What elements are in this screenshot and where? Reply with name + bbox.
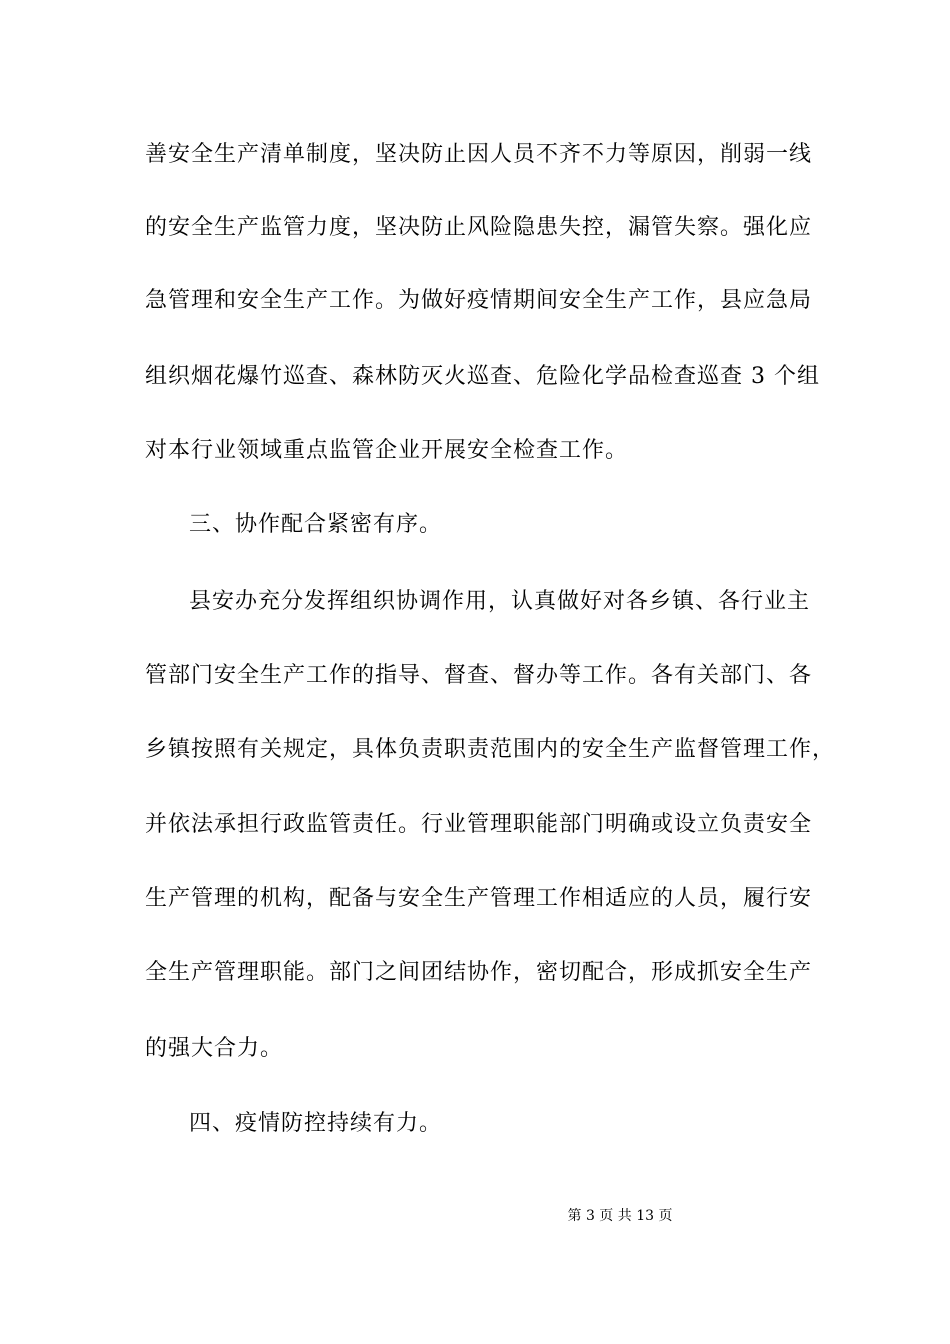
body-text-line: 全生产管理职能。部门之间团结协作，密切配合，形成抓安全生产 <box>145 960 813 985</box>
body-text-line: 管部门安全生产工作的指导、督查、督办等工作。各有关部门、各 <box>145 663 813 688</box>
body-text-line: 的安全生产监管力度，坚决防止风险隐患失控，漏管失察。强化应 <box>145 215 813 240</box>
body-text-line: 对本行业领域重点监管企业开展安全检查工作。 <box>145 438 629 463</box>
body-text-line: 善安全生产清单制度，坚决防止因人员不齐不力等原因，削弱一线 <box>145 142 813 167</box>
body-text-line: 并依法承担行政监管责任。行业管理职能部门明确或设立负责安全 <box>145 812 813 837</box>
section-heading: 四、疫情防控持续有力。 <box>189 1111 443 1136</box>
page-footer: 第 3 页 共 13 页 <box>567 1208 673 1224</box>
paragraph-first-line: 县安办充分发挥组织协调作用，认真做好对各乡镇、各行业主 <box>189 589 811 614</box>
body-text-line: 生产管理的机构，配备与安全生产管理工作相适应的人员，履行安 <box>145 886 813 911</box>
body-text-line: 的强大合力。 <box>145 1036 284 1061</box>
body-text-line: 组织烟花爆竹巡查、森林防灭火巡查、危险化学品检查巡查 3 个组 <box>145 364 820 389</box>
body-text-line: 急管理和安全生产工作。为做好疫情期间安全生产工作，县应急局 <box>145 288 813 313</box>
body-text-line: 乡镇按照有关规定，具体负责职责范围内的安全生产监督管理工作， <box>145 737 836 762</box>
section-heading: 三、协作配合紧密有序。 <box>189 512 443 537</box>
